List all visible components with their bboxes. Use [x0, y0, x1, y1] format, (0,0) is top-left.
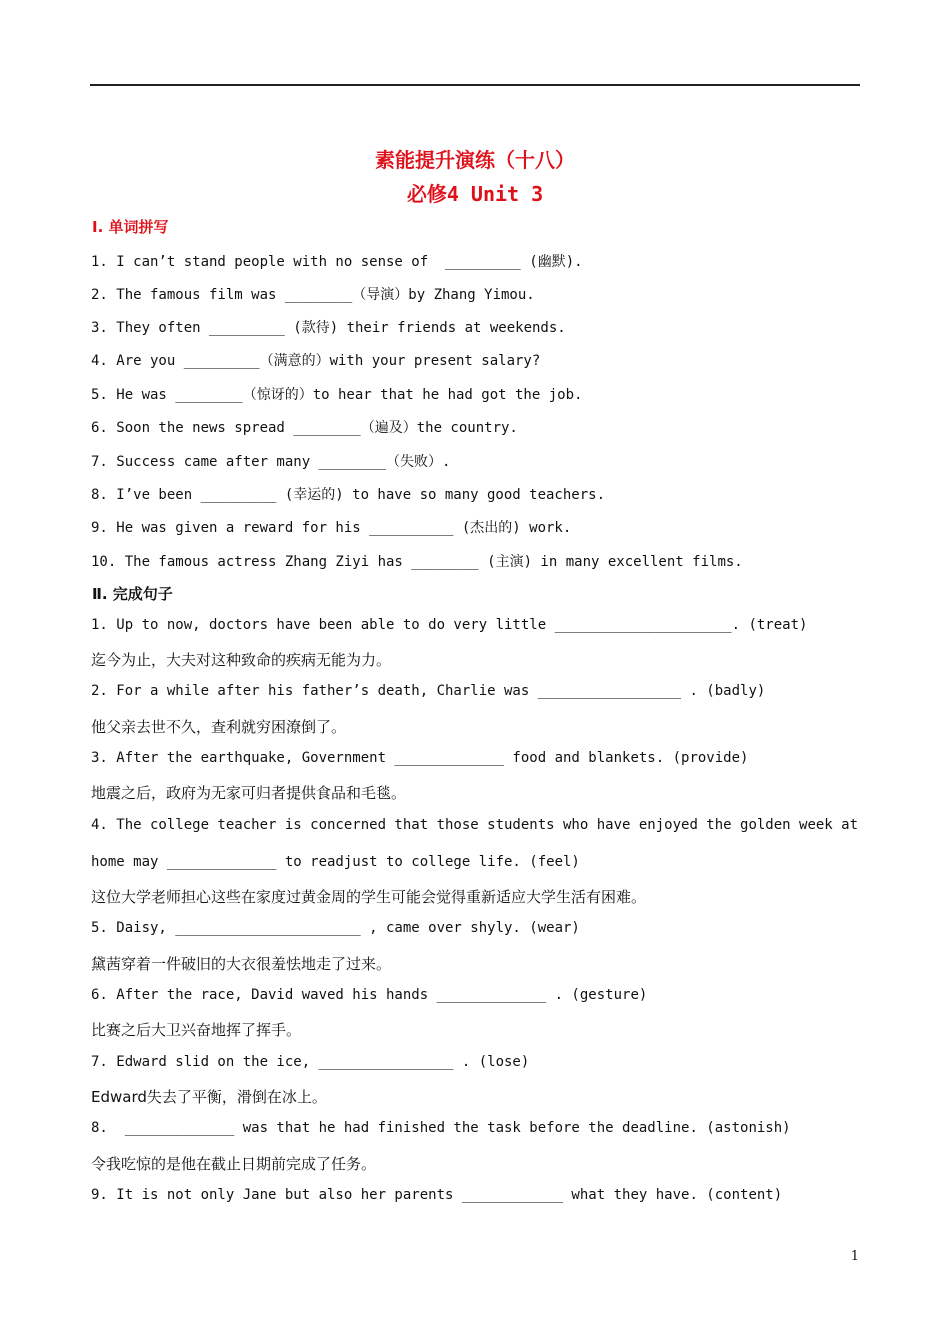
sentence-item: 4. The college teacher is concerned that those students who have enjoyed the golden week at [91, 817, 859, 833]
sentence-translation: 这位大学老师担心这些在家度过黄金周的学生可能会觉得重新适应大学生活有困难。 [91, 888, 647, 906]
sentence-translation: 比赛之后大卫兴奋地挥了挥手。 [91, 1021, 302, 1039]
sentence-item-continued: home may _____________ to readjust to college life. (feel) [91, 854, 580, 870]
sentence-item: 3. After the earthquake, Government _____________ food and blankets. (provide) [91, 750, 749, 766]
exercise-item: 2. The famous film was ________（导演）by Zhang Yimou. [91, 287, 535, 303]
sentence-item: 7. Edward slid on the ice, ________________ . (lose) [91, 1054, 530, 1070]
page-number: 1 [850, 1249, 859, 1264]
exercise-item: 1. I can’t stand people with no sense of _________ (幽默). [91, 254, 583, 270]
exercise-item: 10. The famous actress Zhang Ziyi has ________ (主演) in many excellent films. [91, 554, 743, 570]
sentence-item: 8. _____________ was that he had finished the task before the deadline. (astonish) [91, 1120, 791, 1136]
sentence-item: 6. After the race, David waved his hands _____________ . (gesture) [91, 987, 648, 1003]
exercise-item: 5. He was ________（惊讶的）to hear that he had got the job. [91, 387, 583, 403]
sentence-item: 1. Up to now, doctors have been able to do very little _____________________. (treat) [91, 617, 808, 633]
exercise-item: 6. Soon the news spread ________（遍及）the country. [91, 420, 518, 436]
sentence-translation: 地震之后，政府为无家可归者提供食品和毛毯。 [91, 784, 407, 802]
sentence-translation: Edward失去了平衡，滑倒在冰上。 [91, 1088, 327, 1106]
exercise-item: 9. He was given a reward for his __________ (杰出的) work. [91, 520, 572, 536]
header-rule [90, 84, 860, 86]
sentence-item: 9. It is not only Jane but also her parents ____________ what they have. (content) [91, 1187, 783, 1203]
sentence-translation: 他父亲去世不久，查利就穷困潦倒了。 [91, 718, 347, 736]
exercise-item: 7. Success came after many ________（失败）. [91, 454, 451, 470]
exercise-item: 4. Are you _________（满意的）with your present salary? [91, 353, 541, 369]
sentence-item: 5. Daisy, ______________________ , came over shyly. (wear) [91, 920, 580, 936]
sentence-translation: 令我吃惊的是他在截止日期前完成了任务。 [91, 1155, 377, 1173]
page-title: 素能提升演练（十八） [375, 148, 575, 172]
exercise-item: 8. I’ve been _________ (幸运的) to have so many good teachers. [91, 487, 606, 503]
sentence-translation: 迄今为止，大夫对这种致命的疾病无能为力。 [91, 651, 392, 669]
section-heading-word-spelling: Ⅰ. 单词拼写 [92, 218, 169, 236]
exercise-item: 3. They often _________ (款待) their friends at weekends. [91, 320, 566, 336]
section-heading-complete-sentences: Ⅱ. 完成句子 [92, 585, 173, 603]
sentence-item: 2. For a while after his father’s death, Charlie was _________________ . (badly) [91, 683, 766, 699]
page-subtitle: 必修4 Unit 3 [406, 182, 544, 206]
sentence-translation: 黛茜穿着一件破旧的大衣很羞怯地走了过来。 [91, 955, 392, 973]
